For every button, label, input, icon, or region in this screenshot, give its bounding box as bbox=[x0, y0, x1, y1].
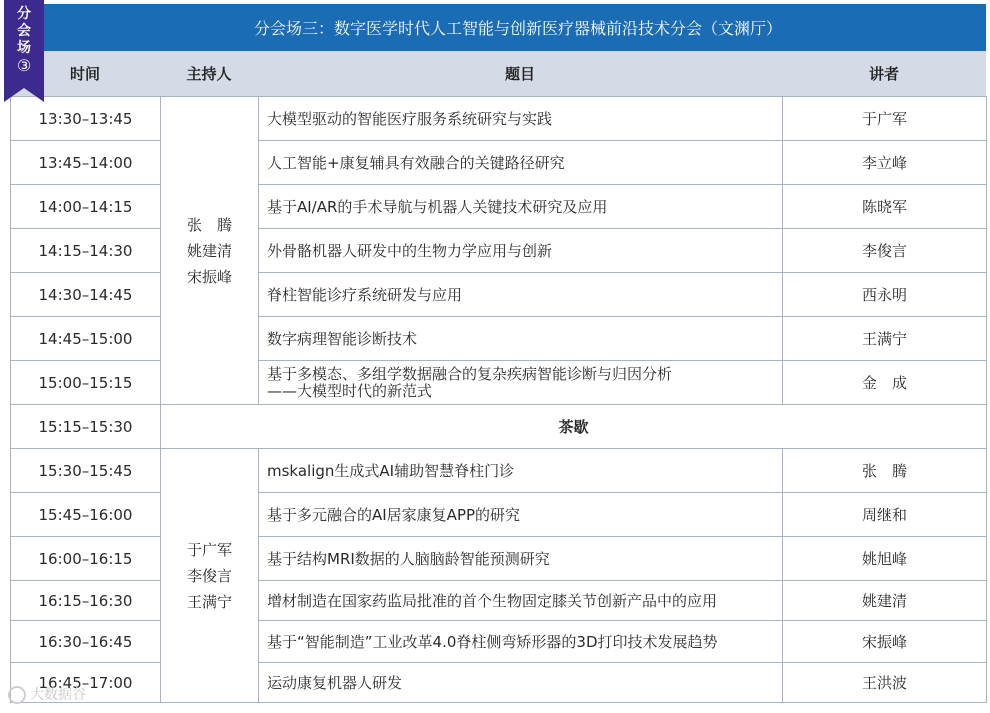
host-cell-group-2 bbox=[161, 449, 259, 703]
time-cell: 15:00–15:15 bbox=[11, 361, 161, 405]
table-row bbox=[11, 493, 987, 537]
session-title-bar bbox=[10, 4, 986, 51]
speaker-cell: 金 成 bbox=[783, 361, 987, 405]
table-row bbox=[11, 229, 987, 273]
header-speaker: 讲者 bbox=[868, 65, 899, 83]
header-topic: 题目 bbox=[504, 65, 535, 83]
header-time: 时间 bbox=[69, 65, 100, 83]
host-name: 宋振峰 bbox=[186, 267, 232, 286]
table-row bbox=[11, 537, 987, 581]
topic-cell: 脊柱智能诊疗系统研发与应用 bbox=[259, 273, 783, 317]
time-cell: 14:30–14:45 bbox=[11, 273, 161, 317]
table-row bbox=[11, 581, 987, 621]
agenda-table bbox=[10, 96, 987, 703]
time-cell: 15:15–15:30 bbox=[11, 405, 161, 449]
speaker-cell: 宋振峰 bbox=[783, 621, 987, 663]
speaker-cell: 姚建清 bbox=[783, 581, 987, 621]
speaker-cell: 李立峰 bbox=[783, 141, 987, 185]
table-row bbox=[11, 97, 987, 141]
table-row bbox=[11, 141, 987, 185]
watermark-text: 大数据谷 bbox=[30, 687, 86, 703]
speaker-cell: 西永明 bbox=[783, 273, 987, 317]
speaker-cell: 于广军 bbox=[783, 97, 987, 141]
table-row bbox=[11, 317, 987, 361]
table-row bbox=[11, 185, 987, 229]
topic-line-2: ——大模型时代的新范式 bbox=[267, 381, 433, 400]
speaker-cell: 张 腾 bbox=[783, 449, 987, 493]
tea-break-label: 茶歇 bbox=[161, 405, 987, 449]
break-row bbox=[11, 405, 987, 449]
host-name: 李俊言 bbox=[186, 566, 232, 585]
topic-cell bbox=[259, 361, 783, 405]
speaker-cell: 周继和 bbox=[783, 493, 987, 537]
table-row bbox=[11, 663, 987, 703]
table-row bbox=[11, 449, 987, 493]
host-name: 王满宁 bbox=[186, 592, 232, 611]
topic-cell: 人工智能+康复辅具有效融合的关键路径研究 bbox=[259, 141, 783, 185]
topic-cell: 增材制造在国家药监局批准的首个生物固定膝关节创新产品中的应用 bbox=[259, 581, 783, 621]
speaker-cell: 王满宁 bbox=[783, 317, 987, 361]
time-cell: 14:15–14:30 bbox=[11, 229, 161, 273]
time-cell: 16:45–17:00 bbox=[11, 663, 161, 703]
host-name: 姚建清 bbox=[186, 241, 232, 260]
time-cell: 15:30–15:45 bbox=[11, 449, 161, 493]
topic-cell: 基于多元融合的AI居家康复APP的研究 bbox=[259, 493, 783, 537]
time-cell: 16:15–16:30 bbox=[11, 581, 161, 621]
host-cell-group-1 bbox=[161, 97, 259, 405]
topic-cell: 运动康复机器人研发 bbox=[259, 663, 783, 703]
badge-char-2: 会 bbox=[17, 23, 31, 39]
topic-cell: 外骨骼机器人研发中的生物力学应用与创新 bbox=[259, 229, 783, 273]
topic-cell: mskalign生成式AI辅助智慧脊柱门诊 bbox=[259, 449, 783, 493]
header-host: 主持人 bbox=[186, 65, 232, 83]
table-header bbox=[10, 51, 986, 96]
topic-cell: 大模型驱动的智能医疗服务系统研究与实践 bbox=[259, 97, 783, 141]
time-cell: 14:00–14:15 bbox=[11, 185, 161, 229]
badge-char-1: 分 bbox=[17, 6, 31, 22]
badge-char-3: 场 bbox=[17, 40, 31, 56]
table-row bbox=[11, 273, 987, 317]
session-badge bbox=[4, 0, 44, 102]
speaker-cell: 王洪波 bbox=[783, 663, 987, 703]
topic-cell: 基于“智能制造”工业改革4.0脊柱侧弯矫形器的3D打印技术发展趋势 bbox=[259, 621, 783, 663]
topic-cell: 基于AI/AR的手术导航与机器人关键技术研究及应用 bbox=[259, 185, 783, 229]
time-cell: 16:00–16:15 bbox=[11, 537, 161, 581]
time-cell: 13:45–14:00 bbox=[11, 141, 161, 185]
host-name: 于广军 bbox=[186, 540, 232, 559]
host-name: 张 腾 bbox=[186, 215, 232, 234]
watermark-logo-icon bbox=[8, 686, 26, 704]
speaker-cell: 姚旭峰 bbox=[783, 537, 987, 581]
table-row bbox=[11, 361, 987, 405]
time-cell: 13:30–13:45 bbox=[11, 97, 161, 141]
topic-cell: 数字病理智能诊断技术 bbox=[259, 317, 783, 361]
topic-line-1: 基于多模态、多组学数据融合的复杂疾病智能诊断与归因分析 bbox=[267, 364, 673, 383]
time-cell: 16:30–16:45 bbox=[11, 621, 161, 663]
badge-number: ③ bbox=[16, 56, 32, 75]
table-row bbox=[11, 621, 987, 663]
speaker-cell: 李俊言 bbox=[783, 229, 987, 273]
time-cell: 14:45–15:00 bbox=[11, 317, 161, 361]
watermark bbox=[8, 684, 86, 704]
topic-cell: 基于结构MRI数据的人脑脑龄智能预测研究 bbox=[259, 537, 783, 581]
time-cell: 15:45–16:00 bbox=[11, 493, 161, 537]
session-title: 分会场三：数字医学时代人工智能与创新医疗器械前沿技术分会（文渊厅） bbox=[253, 19, 782, 38]
speaker-cell: 陈晓军 bbox=[783, 185, 987, 229]
